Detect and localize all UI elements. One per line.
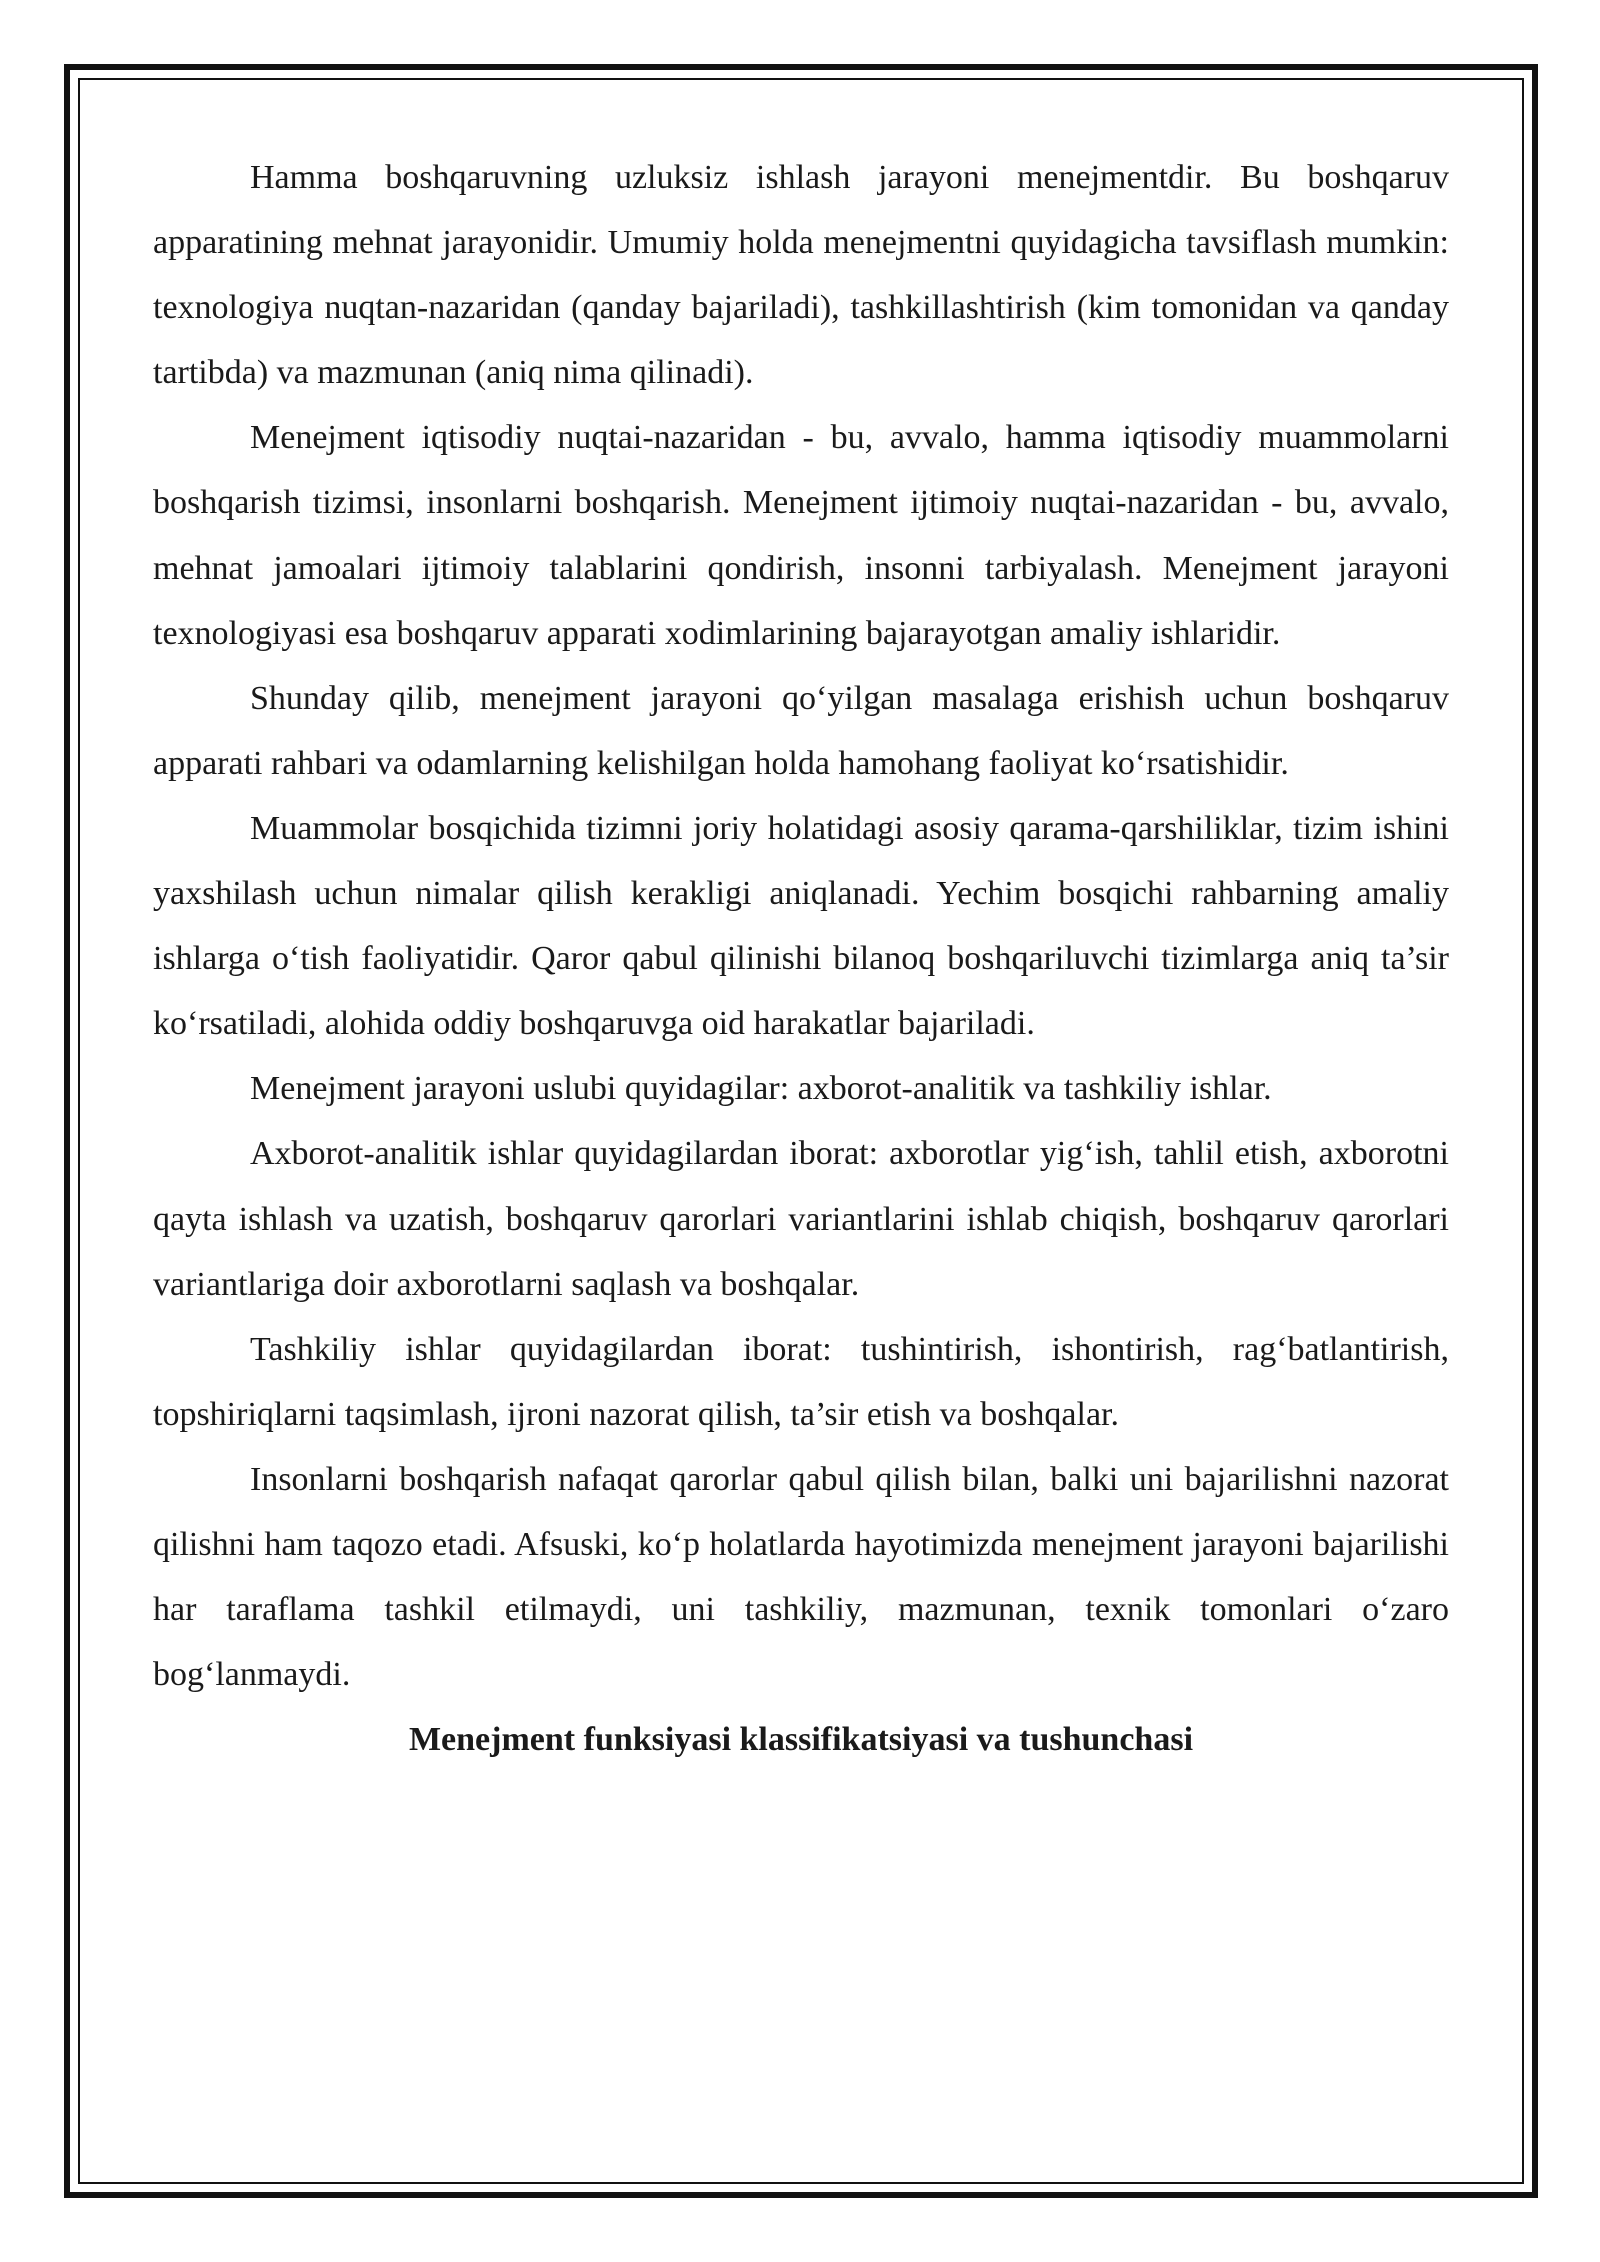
paragraph-1: Hamma boshqaruvning uzluksiz ishlash jarayoni menejmentdir. Bu boshqaruv apparatining mehnat jarayonidir. Umumiy holda menejmentni quyidagicha tavsiflash mumkin: texnologiya nuqtan-nazaridan (qanday bajariladi), tashkillashtirish (kim tomonidan va qanday tartibda) va mazmunan (aniq nima qilinadi). (153, 159, 1449, 392)
document-body (153, 145, 1449, 1772)
paragraph-3: Shunday qilib, menejment jarayoni qo‘yilgan masalaga erishish uchun boshqaruv apparati rahbari va odamlarning kelishilgan holda hamohang faoliyat ko‘rsatishidir. (153, 679, 1449, 782)
paragraph-8: Insonlarni boshqarish nafaqat qarorlar qabul qilish bilan, balki uni bajarilishni nazorat qilishni ham taqozo etadi. Afsuski, ko‘p holatlarda hayotimizda menejment jarayoni bajarilishi har taraflama tashkil etilmaydi, uni tashkiliy, mazmunan, texnik tomonlari o‘zaro bog‘lanmaydi. (153, 1460, 1449, 1694)
paragraph-2: Menejment iqtisodiy nuqtai-nazaridan - bu, avvalo, hamma iqtisodiy muammolarni boshqarish tizimsi, insonlarni boshqarish. Menejment ijtimoiy nuqtai-nazaridan - bu, avvalo, mehnat jamoalari ijtimoiy talablarini qondirish, insonni tarbiyalash. Menejment jarayoni texnologiyasi esa boshqaruv apparati xodimlarining bajarayotgan amaliy ishlaridir. (153, 419, 1449, 652)
section-heading: Menejment funksiyasi klassifikatsiyasi va tushunchasi (408, 1721, 1194, 1759)
paragraph-5: Menejment jarayoni uslubi quyidagilar: axborot-analitik va tashkiliy ishlar. (250, 1070, 1272, 1108)
paragraph-6: Axborot-analitik ishlar quyidagilardan iborat: axborotlar yig‘ish, tahlil etish, axborotni qayta ishlash va uzatish, boshqaruv qarorlari variantlarini ishlab chiqish, boshqaruv qarorlari variantlariga doir axborotlarni saqlash va boshqalar. (153, 1135, 1449, 1303)
paragraph-7: Tashkiliy ishlar quyidagilardan iborat: tushintirish, ishontirish, rag‘batlantirish, topshiriqlarni taqsimlash, ijroni nazorat qilish, ta’sir etish va boshqalar. (153, 1330, 1449, 1433)
paragraph-4: Muammolar bosqichida tizimni joriy holatidagi asosiy qarama-qarshiliklar, tizim ishini yaxshilash uchun nimalar qilish kerakligi aniqlanadi. Yechim bosqichi rahbarning amaliy ishlarga o‘tish faoliyatidir. Qaror qabul qilinishi bilanoq boshqariluvchi tizimlarga aniq ta’sir ko‘rsatiladi, alohida oddiy boshqaruvga oid harakatlar bajariladi. (153, 809, 1449, 1043)
